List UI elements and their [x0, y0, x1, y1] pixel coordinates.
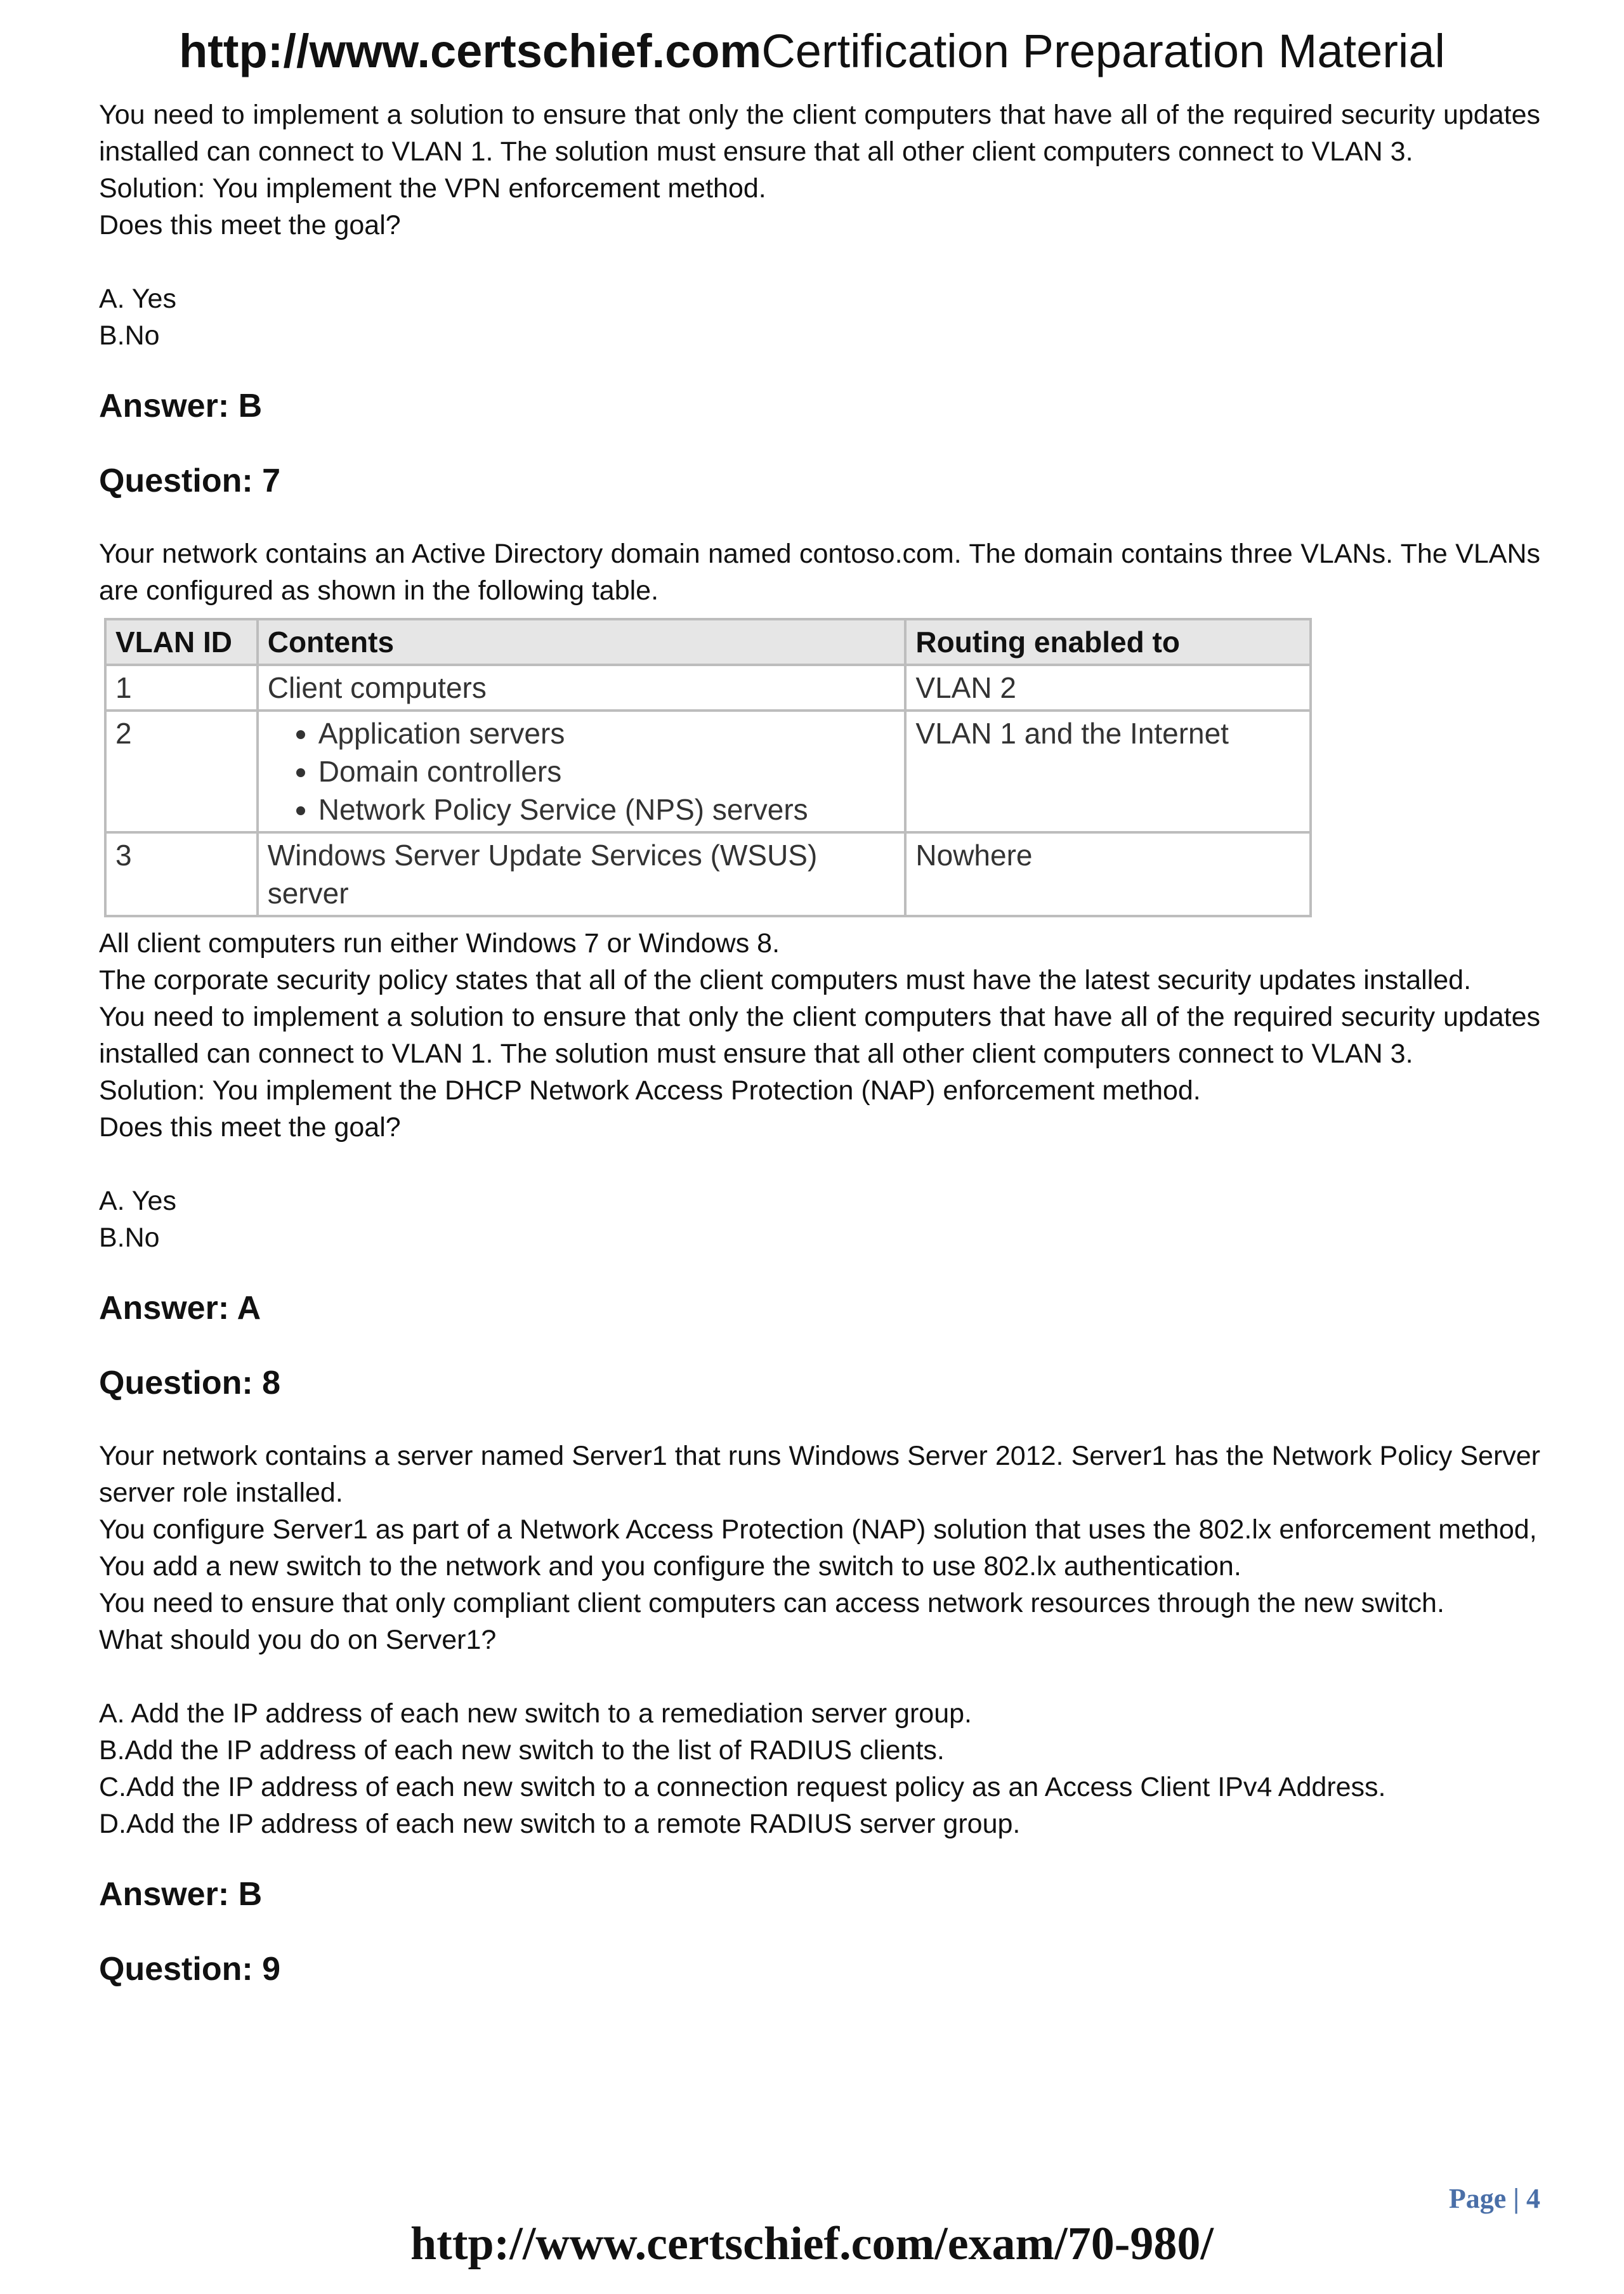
- table-cell-vlan-id: 2: [105, 711, 258, 832]
- q6-paragraph-solution: Solution: You implement the VPN enforcement method.: [99, 173, 766, 204]
- q7-paragraph-requirement: You need to implement a solution to ensure that only the client computers that have all of the required security updates installed can connect to VLAN 1. The solution must ensure that all other client computers connect to VLAN 3.: [99, 1002, 1540, 1069]
- q6-option-a: A. Yes: [99, 284, 176, 314]
- table-header-contents: Contents: [258, 619, 906, 665]
- q7-intro: Your network contains an Active Directory domain named contoso.com. The domain contains three VLANs. The VLANs are configured as shown in the following table.: [99, 539, 1540, 606]
- q8-option-a: A. Add the IP address of each new switch to a remediation server group.: [99, 1698, 972, 1729]
- header-url[interactable]: http://www.certschief.com: [179, 25, 762, 77]
- q6-paragraph-requirement: You need to implement a solution to ensure that only the client computers that have all of the required security updates installed can connect to VLAN 1. The solution must ensure that all other client computers connect to VLAN 3.: [99, 100, 1540, 167]
- q8-paragraph-switch: You add a new switch to the network and you configure the switch to use 802.lx authentication.: [99, 1551, 1241, 1582]
- table-row: [105, 832, 1311, 916]
- q7-paragraph-os: All client computers run either Windows 7 or Windows 8.: [99, 928, 780, 959]
- list-item: • Network Policy Service (NPS) servers: [318, 790, 896, 829]
- table-cell-contents: Windows Server Update Services (WSUS) server: [258, 832, 906, 916]
- q7-paragraph-goal: Does this meet the goal?: [99, 1112, 401, 1143]
- table-cell-routing: VLAN 1 and the Internet: [905, 711, 1311, 832]
- q7-paragraph-solution: Solution: You implement the DHCP Network Access Protection (NAP) enforcement method.: [99, 1075, 1201, 1106]
- q8-option-b: B.Add the IP address of each new switch to the list of RADIUS clients.: [99, 1735, 945, 1766]
- q7-heading: Question: 7: [99, 462, 281, 499]
- page-number: Page | 4: [1448, 2183, 1540, 2214]
- table-cell-contents: Client computers: [258, 665, 906, 711]
- table-row: [105, 665, 1311, 711]
- table-header-routing: Routing enabled to: [905, 619, 1311, 665]
- table-cell-contents: [258, 711, 906, 832]
- header-tagline: Certification Preparation Material: [761, 25, 1445, 77]
- page-content: [99, 96, 1540, 1992]
- contents-list: [268, 714, 896, 829]
- q8-paragraph-question: What should you do on Server1?: [99, 1625, 497, 1655]
- q6-answer: Answer: B: [99, 388, 263, 424]
- table-header-vlan-id: VLAN ID: [105, 619, 258, 665]
- table-cell-routing: VLAN 2: [905, 665, 1311, 711]
- q8-option-d: D.Add the IP address of each new switch to a remote RADIUS server group.: [99, 1809, 1021, 1839]
- table-cell-vlan-id: 3: [105, 832, 258, 916]
- q9-heading: Question: 9: [99, 1951, 281, 1988]
- q8-paragraph-requirement: You need to ensure that only compliant client computers can access network resources through the new switch.: [99, 1588, 1444, 1618]
- q6-option-b: B.No: [99, 320, 160, 351]
- q8-paragraph-configure: You configure Server1 as part of a Network Access Protection (NAP) solution that uses the 802.lx enforcement method,: [99, 1514, 1537, 1545]
- table-cell-vlan-id: 1: [105, 665, 258, 711]
- list-item: • Application servers: [318, 714, 896, 752]
- footer-url[interactable]: http://www.certschief.com/exam/70-980/: [410, 2218, 1214, 2270]
- table-header-row: [105, 619, 1311, 665]
- q8-option-c: C.Add the IP address of each new switch to a connection request policy as an Access Client IPv4 Address.: [99, 1772, 1386, 1802]
- table-cell-routing: Nowhere: [905, 832, 1311, 916]
- q7-option-b: B.No: [99, 1222, 160, 1253]
- q8-heading: Question: 8: [99, 1365, 281, 1401]
- vlan-table: [104, 618, 1312, 917]
- q7-option-a: A. Yes: [99, 1186, 176, 1216]
- q8-answer: Answer: B: [99, 1876, 263, 1913]
- q6-paragraph-goal: Does this meet the goal?: [99, 210, 401, 240]
- list-item: • Domain controllers: [318, 752, 896, 790]
- q8-paragraph-server: Your network contains a server named Server1 that runs Windows Server 2012. Server1 has the Network Policy Server server role installed.: [99, 1441, 1540, 1508]
- q7-answer: Answer: A: [99, 1290, 261, 1327]
- q7-paragraph-policy: The corporate security policy states that all of the client computers must have the latest security updates installed.: [99, 965, 1472, 995]
- page-header: [0, 23, 1624, 80]
- table-row: [105, 711, 1311, 832]
